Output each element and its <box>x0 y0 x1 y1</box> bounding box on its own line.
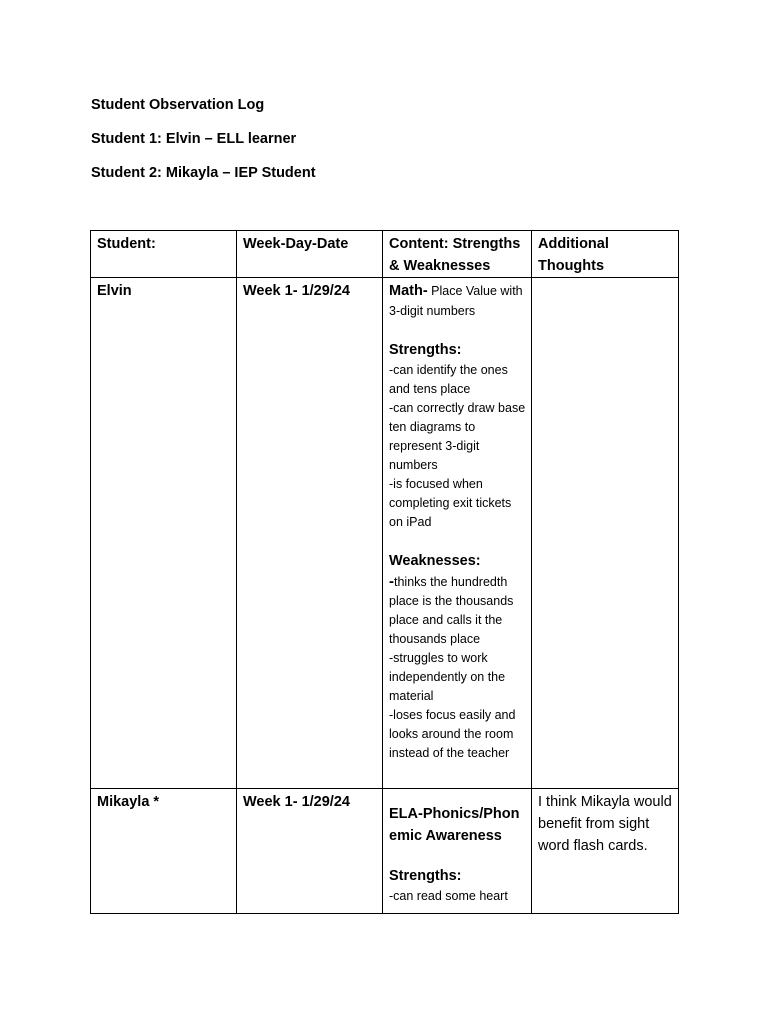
content-cell <box>383 278 532 789</box>
weakness-text: thinks the hundredth place is the thousands place and calls it the thousands place <box>389 575 514 646</box>
subject-detail: Place Value with 3-digit numbers <box>389 284 523 318</box>
strength-item: -can read some heart <box>389 889 508 903</box>
strength-item: -is focused when completing exit tickets on iPad <box>389 477 512 529</box>
header-additional-thoughts: Additional Thoughts <box>532 231 679 278</box>
thoughts-cell: I think Mikayla would benefit from sight word flash cards. <box>532 789 679 914</box>
weakness-item <box>389 572 527 649</box>
subject-label: ELA-Phonics/Phonemic Awareness <box>389 806 520 844</box>
date-cell: Week 1- 1/29/24 <box>237 278 383 789</box>
subject-label: Math- <box>389 283 428 299</box>
doc-title: Student Observation Log <box>91 97 265 113</box>
strengths-title: Strengths: <box>389 342 462 358</box>
table-row <box>91 789 679 914</box>
student-1-line: Student 1: Elvin – ELL learner <box>91 131 297 147</box>
observation-table <box>90 230 679 914</box>
weaknesses-title: Weaknesses: <box>389 553 481 569</box>
thoughts-cell <box>532 278 679 789</box>
content-cell <box>383 789 532 914</box>
strength-item: -can identify the ones and tens place <box>389 363 508 396</box>
weakness-dash: - <box>389 573 394 590</box>
student-name-cell: Mikayla * <box>91 789 237 914</box>
date-cell: Week 1- 1/29/24 <box>237 789 383 914</box>
student-2-line: Student 2: Mikayla – IEP Student <box>91 165 316 181</box>
weakness-item: -struggles to work independently on the material <box>389 651 506 703</box>
strength-item: -can correctly draw base ten diagrams to represent 3-digit numbers <box>389 401 526 472</box>
header-week-day-date: Week-Day-Date <box>237 231 383 278</box>
table-header-row <box>91 231 679 278</box>
header-student: Student: <box>91 231 237 278</box>
weakness-item: -loses focus easily and looks around the room instead of the teacher <box>389 708 516 760</box>
table-row <box>91 278 679 789</box>
header-content: Content: Strengths & Weaknesses <box>383 231 532 278</box>
subject-line <box>389 280 527 321</box>
student-name-cell: Elvin <box>91 278 237 789</box>
strengths-title: Strengths: <box>389 868 462 884</box>
